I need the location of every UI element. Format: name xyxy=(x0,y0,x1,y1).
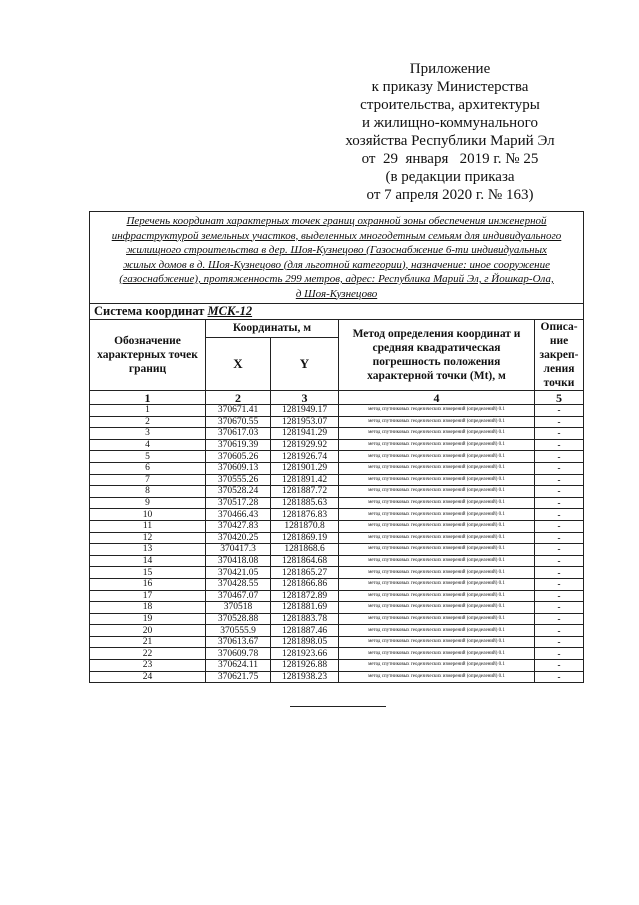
x-coordinate: 370609.78 xyxy=(206,648,271,660)
y-coordinate: 1281953.07 xyxy=(271,416,339,428)
point-number: 6 xyxy=(90,462,206,474)
description-cell: - xyxy=(535,497,584,509)
y-coordinate: 1281887.46 xyxy=(271,625,339,637)
method-cell: метод спутниковых геодезических измерений (определений) 0.1 xyxy=(339,428,535,440)
table-row xyxy=(90,602,584,614)
table-row xyxy=(90,428,584,440)
method-cell: метод спутниковых геодезических измерений (определений) 0.1 xyxy=(339,555,535,567)
x-coordinate: 370671.41 xyxy=(206,405,271,417)
description-cell: - xyxy=(535,544,584,556)
method-cell: метод спутниковых геодезических измерений (определений) 0.1 xyxy=(339,625,535,637)
coord-system-value: МСК-12 xyxy=(207,304,253,318)
col-number: 2 xyxy=(206,391,271,405)
description-cell: - xyxy=(535,405,584,417)
description-cell: - xyxy=(535,428,584,440)
y-coordinate: 1281949.17 xyxy=(271,405,339,417)
x-coordinate: 370670.55 xyxy=(206,416,271,428)
description-cell: - xyxy=(535,613,584,625)
table-row xyxy=(90,451,584,463)
table-row xyxy=(90,462,584,474)
point-number: 18 xyxy=(90,602,206,614)
y-coordinate: 1281926.74 xyxy=(271,451,339,463)
point-number: 22 xyxy=(90,648,206,660)
description-cell: - xyxy=(535,590,584,602)
y-coordinate: 1281898.05 xyxy=(271,636,339,648)
point-number: 12 xyxy=(90,532,206,544)
method-cell: метод спутниковых геодезических измерений (определений) 0.1 xyxy=(339,590,535,602)
x-coordinate: 370418.08 xyxy=(206,555,271,567)
description-cell: - xyxy=(535,439,584,451)
x-coordinate: 370467.07 xyxy=(206,590,271,602)
table-row xyxy=(90,532,584,544)
x-coordinate: 370420.25 xyxy=(206,532,271,544)
appendix-header xyxy=(300,60,600,204)
title-line: (газоснабжение), протяженность 299 метров, адрес: Республика Марий Эл, г Йошкар-Ола, xyxy=(119,273,554,285)
description-cell: - xyxy=(535,636,584,648)
description-cell: - xyxy=(535,416,584,428)
table-row xyxy=(90,613,584,625)
col-number: 1 xyxy=(90,391,206,405)
y-coordinate: 1281901.29 xyxy=(271,462,339,474)
description-cell: - xyxy=(535,474,584,486)
x-coordinate: 370421.05 xyxy=(206,567,271,579)
method-cell: метод спутниковых геодезических измерений (определений) 0.1 xyxy=(339,462,535,474)
title-line: д Шоя-Кузнецово xyxy=(295,287,378,300)
y-coordinate: 1281883.78 xyxy=(271,613,339,625)
table-row xyxy=(90,486,584,498)
description-cell: - xyxy=(535,648,584,660)
point-number: 3 xyxy=(90,428,206,440)
x-coordinate: 370466.43 xyxy=(206,509,271,521)
point-number: 11 xyxy=(90,520,206,532)
header-line: строительства, архитектуры xyxy=(360,97,540,113)
point-number: 16 xyxy=(90,578,206,590)
x-coordinate: 370621.75 xyxy=(206,671,271,683)
y-coordinate: 1281923.66 xyxy=(271,648,339,660)
col-number: 5 xyxy=(535,391,584,405)
method-cell: метод спутниковых геодезических измерений (определений) 0.1 xyxy=(339,497,535,509)
point-number: 23 xyxy=(90,660,206,672)
coordinates-table xyxy=(89,211,584,683)
y-coordinate: 1281885.63 xyxy=(271,497,339,509)
x-coordinate: 370555.9 xyxy=(206,625,271,637)
x-coordinate: 370427.83 xyxy=(206,520,271,532)
table-row xyxy=(90,567,584,579)
table-row xyxy=(90,555,584,567)
title-line: жилищного строительства в дер. Шоя-Кузнецово (Газоснабжение 6-ти индивидуальных xyxy=(126,244,547,256)
point-number: 7 xyxy=(90,474,206,486)
point-number: 9 xyxy=(90,497,206,509)
title-line: инфраструктурой земельных участков, выделенных многодетным семьям для индивидуального xyxy=(111,229,562,242)
x-coordinate: 370617.03 xyxy=(206,428,271,440)
header-point: Обозначение характерных точек границ xyxy=(90,320,206,391)
x-coordinate: 370555.26 xyxy=(206,474,271,486)
description-cell: - xyxy=(535,567,584,579)
table-row xyxy=(90,439,584,451)
table-row xyxy=(90,590,584,602)
table-row xyxy=(90,405,584,417)
description-cell: - xyxy=(535,509,584,521)
header-line: (в редакции приказа xyxy=(385,169,515,185)
header-line: хозяйства Республики Марий Эл xyxy=(345,133,555,149)
method-cell: метод спутниковых геодезических измерений (определений) 0.1 xyxy=(339,636,535,648)
description-cell: - xyxy=(535,660,584,672)
method-cell: метод спутниковых геодезических измерений (определений) 0.1 xyxy=(339,544,535,556)
point-number: 19 xyxy=(90,613,206,625)
table-row xyxy=(90,474,584,486)
table-row xyxy=(90,671,584,683)
y-coordinate: 1281887.72 xyxy=(271,486,339,498)
description-cell: - xyxy=(535,451,584,463)
y-coordinate: 1281941.29 xyxy=(271,428,339,440)
y-coordinate: 1281938.23 xyxy=(271,671,339,683)
header-y: Y xyxy=(271,337,339,390)
header-line: от 7 апреля 2020 г. № 163) xyxy=(366,187,534,203)
point-number: 10 xyxy=(90,509,206,521)
method-cell: метод спутниковых геодезических измерений (определений) 0.1 xyxy=(339,578,535,590)
coord-system-label: Система координат xyxy=(94,304,205,318)
bottom-separator xyxy=(290,706,386,707)
point-number: 17 xyxy=(90,590,206,602)
table-title-row xyxy=(90,212,584,304)
method-cell: метод спутниковых геодезических измерений (определений) 0.1 xyxy=(339,613,535,625)
x-coordinate: 370528.24 xyxy=(206,486,271,498)
col-number: 4 xyxy=(339,391,535,405)
header-line: Приложение xyxy=(409,61,491,77)
title-line: жилых домов в д. Шоя-Кузнецово (для льготной категории), назначение: иное сооружение xyxy=(123,258,550,271)
point-number: 24 xyxy=(90,671,206,683)
x-coordinate: 370619.39 xyxy=(206,439,271,451)
method-cell: метод спутниковых геодезических измерений (определений) 0.1 xyxy=(339,520,535,532)
y-coordinate: 1281864.68 xyxy=(271,555,339,567)
table-row xyxy=(90,660,584,672)
y-coordinate: 1281881.69 xyxy=(271,602,339,614)
table-row xyxy=(90,636,584,648)
method-cell: метод спутниковых геодезических измерений (определений) 0.1 xyxy=(339,509,535,521)
y-coordinate: 1281868.6 xyxy=(271,544,339,556)
description-cell: - xyxy=(535,486,584,498)
description-cell: - xyxy=(535,671,584,683)
col-number: 3 xyxy=(271,391,339,405)
description-cell: - xyxy=(535,555,584,567)
y-coordinate: 1281869.19 xyxy=(271,532,339,544)
point-number: 14 xyxy=(90,555,206,567)
header-x: X xyxy=(206,337,271,390)
coord-system-row xyxy=(90,304,584,320)
header-coords: Координаты, м xyxy=(206,320,339,338)
method-cell: метод спутниковых геодезических измерений (определений) 0.1 xyxy=(339,671,535,683)
point-number: 21 xyxy=(90,636,206,648)
x-coordinate: 370624.11 xyxy=(206,660,271,672)
point-number: 5 xyxy=(90,451,206,463)
header-method: Метод определения координат и средняя квадратическая погрешность положения характерной точки (Mt), м xyxy=(339,320,535,391)
x-coordinate: 370428.55 xyxy=(206,578,271,590)
method-cell: метод спутниковых геодезических измерений (определений) 0.1 xyxy=(339,648,535,660)
description-cell: - xyxy=(535,532,584,544)
method-cell: метод спутниковых геодезических измерений (определений) 0.1 xyxy=(339,532,535,544)
point-number: 4 xyxy=(90,439,206,451)
column-numbers-row xyxy=(90,391,584,405)
header-row-1 xyxy=(90,320,584,338)
table-row xyxy=(90,544,584,556)
table-row xyxy=(90,578,584,590)
y-coordinate: 1281891.42 xyxy=(271,474,339,486)
x-coordinate: 370417.3 xyxy=(206,544,271,556)
y-coordinate: 1281926.88 xyxy=(271,660,339,672)
x-coordinate: 370518 xyxy=(206,602,271,614)
table-row xyxy=(90,416,584,428)
point-number: 20 xyxy=(90,625,206,637)
x-coordinate: 370613.67 xyxy=(206,636,271,648)
description-cell: - xyxy=(535,520,584,532)
y-coordinate: 1281865.27 xyxy=(271,567,339,579)
x-coordinate: 370605.26 xyxy=(206,451,271,463)
y-coordinate: 1281872.89 xyxy=(271,590,339,602)
point-number: 15 xyxy=(90,567,206,579)
description-cell: - xyxy=(535,462,584,474)
table-title xyxy=(90,212,584,304)
header-desc: Описа-ние закреп-ления точки xyxy=(535,320,584,391)
method-cell: метод спутниковых геодезических измерений (определений) 0.1 xyxy=(339,439,535,451)
description-cell: - xyxy=(535,625,584,637)
method-cell: метод спутниковых геодезических измерений (определений) 0.1 xyxy=(339,486,535,498)
coord-system xyxy=(90,304,584,320)
table-row xyxy=(90,509,584,521)
x-coordinate: 370528.88 xyxy=(206,613,271,625)
description-cell: - xyxy=(535,578,584,590)
method-cell: метод спутниковых геодезических измерений (определений) 0.1 xyxy=(339,451,535,463)
header-line: от 29 января 2019 г. № 25 xyxy=(361,151,539,167)
x-coordinate: 370517.28 xyxy=(206,497,271,509)
table-row xyxy=(90,625,584,637)
x-coordinate: 370609.13 xyxy=(206,462,271,474)
y-coordinate: 1281870.8 xyxy=(271,520,339,532)
title-line: Перечень координат характерных точек границ охранной зоны обеспечения инженерной xyxy=(126,215,547,227)
header-line: к приказу Министерства xyxy=(371,79,529,95)
header-line: и жилищно-коммунального xyxy=(362,115,538,131)
point-number: 8 xyxy=(90,486,206,498)
point-number: 13 xyxy=(90,544,206,556)
method-cell: метод спутниковых геодезических измерений (определений) 0.1 xyxy=(339,660,535,672)
table-row xyxy=(90,520,584,532)
method-cell: метод спутниковых геодезических измерений (определений) 0.1 xyxy=(339,416,535,428)
table-row xyxy=(90,497,584,509)
table-row xyxy=(90,648,584,660)
point-number: 1 xyxy=(90,405,206,417)
method-cell: метод спутниковых геодезических измерений (определений) 0.1 xyxy=(339,474,535,486)
method-cell: метод спутниковых геодезических измерений (определений) 0.1 xyxy=(339,405,535,417)
y-coordinate: 1281866.86 xyxy=(271,578,339,590)
method-cell: метод спутниковых геодезических измерений (определений) 0.1 xyxy=(339,602,535,614)
method-cell: метод спутниковых геодезических измерений (определений) 0.1 xyxy=(339,567,535,579)
point-number: 2 xyxy=(90,416,206,428)
y-coordinate: 1281929.92 xyxy=(271,439,339,451)
y-coordinate: 1281876.83 xyxy=(271,509,339,521)
description-cell: - xyxy=(535,602,584,614)
